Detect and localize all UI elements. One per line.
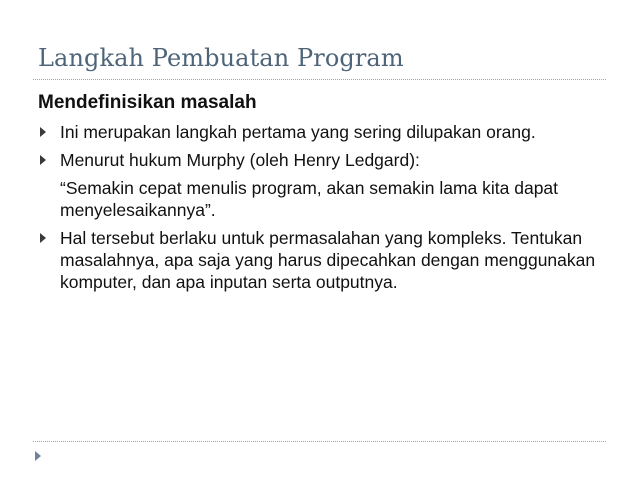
slide-title: Langkah Pembuatan Program xyxy=(38,44,404,72)
bullet-text: Ini merupakan langkah pertama yang sering dilupakan orang. xyxy=(60,122,536,142)
section-heading: Mendefinisikan masalah xyxy=(38,92,257,113)
triangle-right-icon xyxy=(35,451,41,461)
bullet-text: Hal tersebut berlaku untuk permasalahan yang kompleks. Tentukan masalahnya, apa saja yang harus dipecahkan dengan menggunakan komputer, dan apa inputan serta outputnya. xyxy=(60,228,596,292)
slide-content xyxy=(38,91,598,299)
bullet-text: Menurut hukum Murphy (oleh Henry Ledgard): xyxy=(60,150,420,170)
bullet-item xyxy=(38,121,598,143)
triangle-right-icon xyxy=(40,127,46,137)
footer-divider xyxy=(33,441,606,442)
title-divider xyxy=(33,79,606,80)
bullet-item xyxy=(38,149,598,171)
bullet-item xyxy=(38,227,598,293)
triangle-right-icon xyxy=(40,155,46,165)
quote-text: “Semakin cepat menulis program, akan semakin lama kita dapat menyelesaikannya”. xyxy=(60,178,559,220)
triangle-right-icon xyxy=(40,233,46,243)
